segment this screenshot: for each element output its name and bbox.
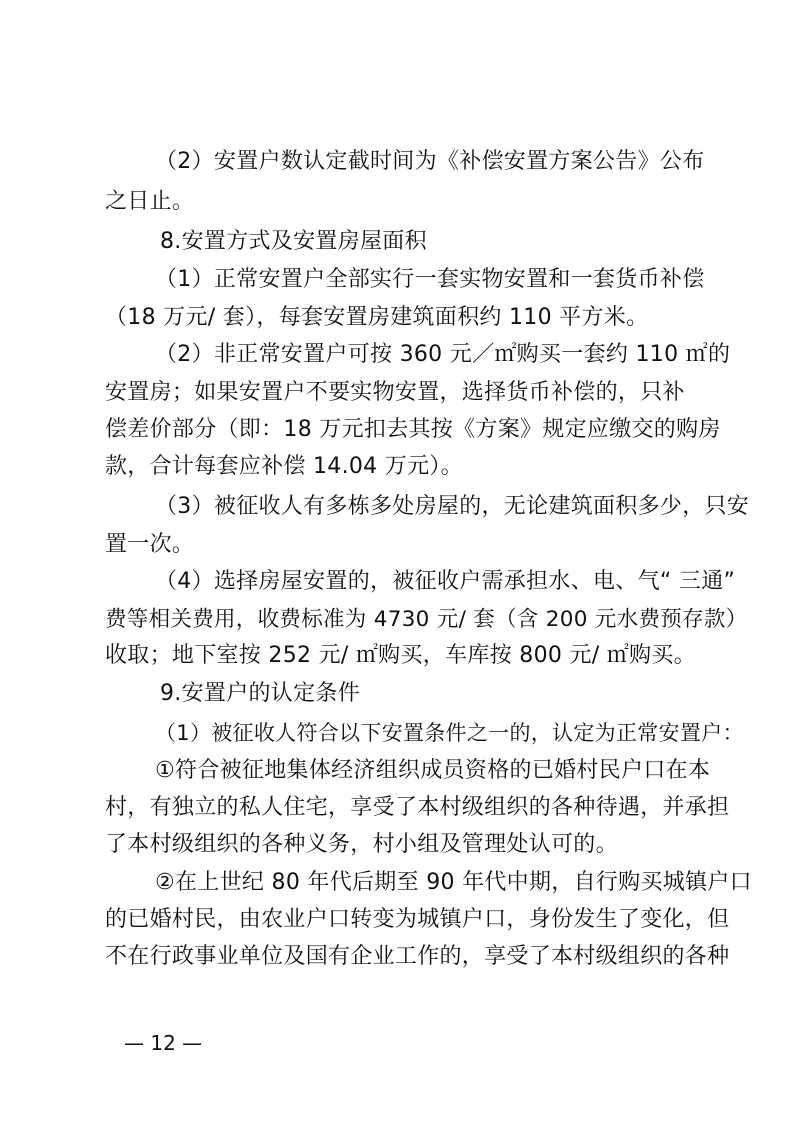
section-heading-9: 9.安置户的认定条件 bbox=[160, 681, 360, 706]
paragraph-line-18: 村，有独立的私人住宅，享受了本村级组织的各种待遇，并承担 bbox=[105, 795, 730, 820]
paragraph-line-6: （2）非正常安置户可按 360 元／㎡购买一套约 110 ㎡的 bbox=[155, 342, 731, 367]
paragraph-line-1: （2）安置户数认定截时间为《补偿安置方案公告》公布 bbox=[155, 149, 705, 174]
paragraph-line-16: （1）被征收人符合以下安置条件之一的，认定为正常安置户： bbox=[155, 721, 744, 745]
paragraph-line-20: ②在上世纪 80 年代后期至 90 年代中期，自行购买城镇户口 bbox=[155, 870, 752, 895]
paragraph-line-19: 了本村级组织的各种义务，村小组及管理处认可的。 bbox=[105, 832, 618, 857]
paragraph-line-12: （4）选择房屋安置的，被征收户需承担水、电、气“ 三通” bbox=[155, 569, 736, 594]
paragraph-line-22: 不在行政事业单位及国有企业工作的，享受了本村级组织的各种 bbox=[105, 944, 730, 969]
paragraph-line-14: 收取；地下室按 252 元/ ㎡购买，车库按 800 元/ ㎡购买。 bbox=[105, 643, 696, 668]
paragraph-line-4: （1）正常安置户全部实行一套实物安置和一套货币补偿 bbox=[155, 267, 705, 292]
paragraph-line-10: （3）被征收人有多栋多处房屋的，无论建筑面积多少，只安 bbox=[155, 494, 750, 519]
paragraph-line-5: （18 万元/ 套），每套安置房建筑面积约 110 平方米。 bbox=[105, 305, 649, 330]
section-heading-8: 8.安置方式及安置房屋面积 bbox=[160, 229, 427, 254]
paragraph-line-9: 款，合计每套应补偿 14.04 万元）。 bbox=[105, 454, 463, 479]
paragraph-line-2: 之日止。 bbox=[105, 189, 195, 214]
paragraph-line-21: 的已婚村民，由农业户口转变为城镇户口，身份发生了变化，但 bbox=[105, 907, 730, 932]
paragraph-line-17: ①符合被征地集体经济组织成员资格的已婚村民户口在本 bbox=[155, 758, 711, 783]
paragraph-line-8: 偿差价部分（即：18 万元扣去其按《方案》规定应缴交的购房 bbox=[105, 417, 721, 442]
paragraph-line-11: 置一次。 bbox=[105, 532, 195, 557]
paragraph-line-13: 费等相关费用，收费标准为 4730 元/ 套（含 200 元水费预存款） bbox=[105, 607, 748, 632]
page-number: — 12 — bbox=[124, 1031, 203, 1055]
paragraph-line-7: 安置房；如果安置户不要实物安置，选择货币补偿的，只补 bbox=[105, 380, 685, 405]
